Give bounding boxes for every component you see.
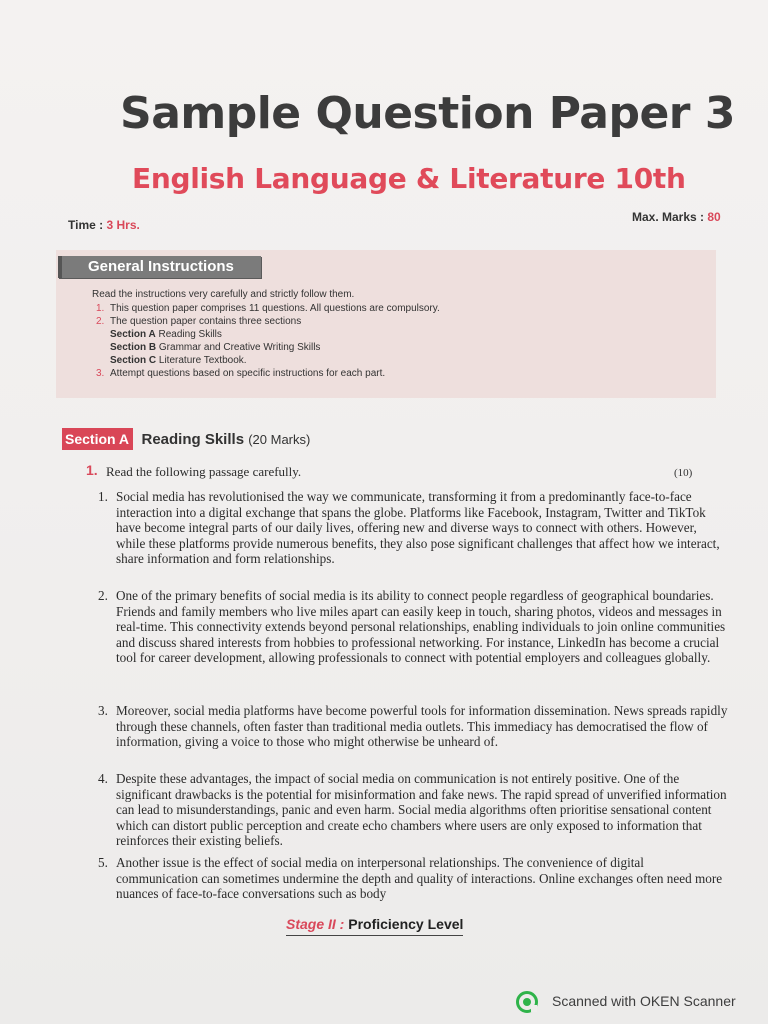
instruction-number: 3. — [96, 368, 105, 379]
paragraph-text: Another issue is the effect of social media on interpersonal relationships. The convenience of digital communication can sometimes undermine the depth and quality of interactions. Online exchanges often need more nuances of face-to-face conversations such as body — [116, 855, 723, 901]
question-text: Read the following passage carefully. — [106, 464, 302, 479]
section-name: Section B — [110, 342, 157, 353]
instruction-item — [96, 367, 440, 380]
passage-paragraph — [98, 489, 728, 567]
instructions-heading: General Instructions — [58, 256, 261, 278]
section-name: Section A — [110, 329, 156, 340]
time-info — [68, 218, 140, 232]
passage-paragraph — [98, 703, 728, 750]
question-marks: (10) — [674, 467, 693, 479]
page-footer — [286, 916, 463, 936]
section-name: Section C — [110, 355, 157, 366]
paragraph-text: Social media has revolutionised the way we communicate, transforming it from a predominantly face-to-face interaction into a digital exchange that spans the globe. Platforms like Facebook, Instagram, Twitter and TikTok have become integral parts of our daily lives, offering new and diverse ways to connect with others. However, while these platforms provide numerous benefits, they also pose significant challenges that affect how we interact, share information and form relationships. — [116, 489, 720, 566]
section-desc: Grammar and Creative Writing Skills — [156, 342, 321, 353]
section-desc: Literature Textbook. — [156, 355, 247, 366]
paragraph-number: 4. — [98, 771, 108, 786]
marks-value: 80 — [707, 210, 721, 224]
instruction-section-line — [96, 341, 440, 354]
paragraph-text: Despite these advantages, the impact of social media on communication is not entirely positive. One of the significant drawbacks is the potential for misinformation and fake news. The rapid spread of unverified information can lead to misunderstandings, panic and even harm. Social media algorithms often prioritise sensational content which can distort public perception and create echo chambers where users are only exposed to information that reinforces their existing beliefs. — [116, 771, 727, 848]
section-marks: (20 Marks) — [248, 431, 311, 447]
oken-scanner-logo-icon — [516, 991, 538, 1013]
instruction-text: The question paper contains three sections — [110, 316, 302, 327]
instruction-item — [96, 315, 440, 328]
instruction-text: This question paper comprises 11 questions. All questions are compulsory. — [110, 303, 440, 314]
paragraph-text: One of the primary benefits of social media is its ability to connect people regardless of geographical boundaries. Friends and family members who live miles apart can easily keep in touch, sharing photos, videos and messages in real-time. This connectivity extends beyond personal relationships, enabling individuals to join online communities and discuss shared interests from hobbies to professional networking. For instance, LinkedIn has become a crucial tool for career development, allowing professionals to connect with potential employers and colleagues globally. — [116, 588, 726, 665]
section-a-header — [62, 428, 310, 450]
section-title-text: Reading Skills — [141, 430, 245, 448]
instruction-text: Attempt questions based on specific instructions for each part. — [110, 368, 386, 379]
paragraph-number: 1. — [98, 489, 108, 504]
section-title — [142, 431, 311, 448]
max-marks-info — [632, 210, 721, 224]
stage-label: Stage II : — [286, 916, 349, 932]
instruction-number: 1. — [96, 303, 105, 314]
marks-label: Max. Marks : — [632, 210, 708, 224]
paragraph-number: 3. — [98, 703, 108, 718]
level-label: Proficiency Level — [348, 916, 464, 932]
instructions-list — [96, 302, 440, 380]
passage-paragraph — [98, 855, 728, 902]
instruction-section-line — [96, 328, 440, 341]
paragraph-text: Moreover, social media platforms have become powerful tools for information dissemination. News spreads rapidly through these channels, often faster than traditional media outlets. This immediacy has democratised the flow of information, giving a voice to those who might otherwise be unheard of. — [116, 703, 728, 749]
section-badge: Section A — [62, 428, 133, 450]
page-subtitle: English Language & Literature 10th — [132, 162, 686, 195]
time-value: 3 Hrs. — [106, 218, 140, 232]
passage-paragraph — [98, 771, 728, 849]
instruction-item — [96, 302, 440, 315]
section-desc: Reading Skills — [155, 329, 222, 340]
instructions-lead: Read the instructions very carefully and strictly follow them. — [92, 289, 355, 300]
instruction-section-line — [96, 354, 440, 367]
paragraph-number: 2. — [98, 588, 108, 603]
time-label: Time : — [68, 218, 107, 232]
instruction-number: 2. — [96, 316, 105, 327]
scanner-watermark: Scanned with OKEN Scanner — [552, 993, 736, 1009]
paragraph-number: 5. — [98, 855, 108, 870]
page-title: Sample Question Paper 3 — [120, 88, 735, 139]
passage-paragraph — [98, 588, 728, 666]
question-number: 1. — [86, 462, 98, 478]
